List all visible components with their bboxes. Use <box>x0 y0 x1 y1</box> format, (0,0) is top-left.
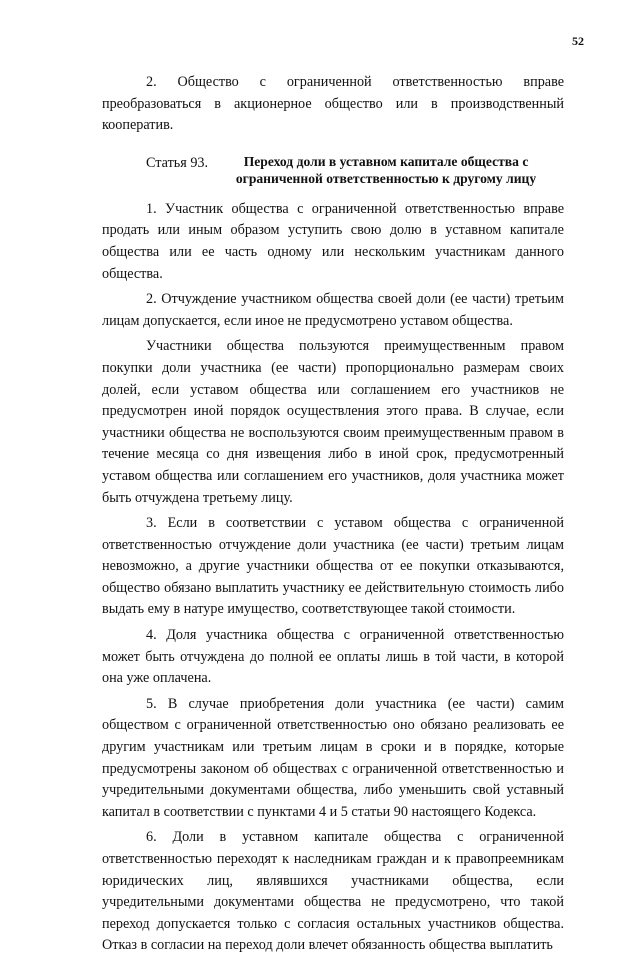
article-heading <box>102 153 564 187</box>
paragraph-1: 1. Участник общества с ограниченной ответственностью вправе продать или иным образом уступить свою долю в уставном капитале общества или ее часть одному или нескольким участникам данного общества. <box>102 200 564 282</box>
paragraph-3: 3. Если в соответствии с уставом общества с ограниченной ответственностью отчуждение доли участника (ее части) третьим лицам невозможно, а другие участники общества от ее покупки отказываются, общество обязано выплатить участнику ее действительную стоимость либо выдать ему в натуре имущество, соответствующее такой стоимости. <box>102 515 564 618</box>
paragraph-5: 5. В случае приобретения доли участника (ее части) самим обществом с ограниченной ответственностью оно обязано реализовать ее другим участникам или третьим лицам в сроки и в порядке, которые предусмотрены законом об обществах с ограниченной ответственностью и учредительными документами общества, либо уменьшить свой уставный капитал в соответствии с пунктами 4 и 5 статьи 90 настоящего Кодекса. <box>102 695 564 820</box>
paragraph-6: 6. Доли в уставном капитале общества с ограниченной ответственностью переходят к наследникам граждан и к правопреемникам юридических лиц, являвшихся участниками общества, если учредительными документами общества не предусмотрено, что такой переход допускается только с согласия остальных участников общества. Отказ в согласии на переход доли влечет обязанность общества выплатить <box>102 829 564 954</box>
paragraph-2-continued: Участники общества пользуются преимущественным правом покупки доли участника (ее части) пропорционально размерам своих долей, если уставом общества или соглашением его участников не предусмотрен иной порядок осуществления этого права. В случае, если участники общества не воспользуются своим преимущественным правом в течение месяца со дня извещения либо в иной срок, предусмотренный уставом общества или соглашением его участников, доля участника может быть отчуждена третьему лицу. <box>102 338 564 506</box>
article-title: Переход доли в уставном капитале общества с ограниченной ответственностью к другому лицу <box>235 153 537 186</box>
article-number: Статья 93. <box>146 154 209 171</box>
paragraph-2: 2. Отчуждение участником общества своей доли (ее части) третьим лицам допускается, если иное не предусмотрено уставом общества. <box>102 291 564 329</box>
page-content <box>102 72 564 957</box>
paragraph-transformation: 2. Общество с ограниченной ответственностью вправе преобразоваться в акционерное общество или в производственный кооператив. <box>102 74 564 134</box>
page-number: 52 <box>572 34 584 48</box>
paragraph-4: 4. Доля участника общества с ограниченной ответственностью может быть отчуждена до полной ее оплаты лишь в той части, в которой она уже оплачена. <box>102 627 564 687</box>
